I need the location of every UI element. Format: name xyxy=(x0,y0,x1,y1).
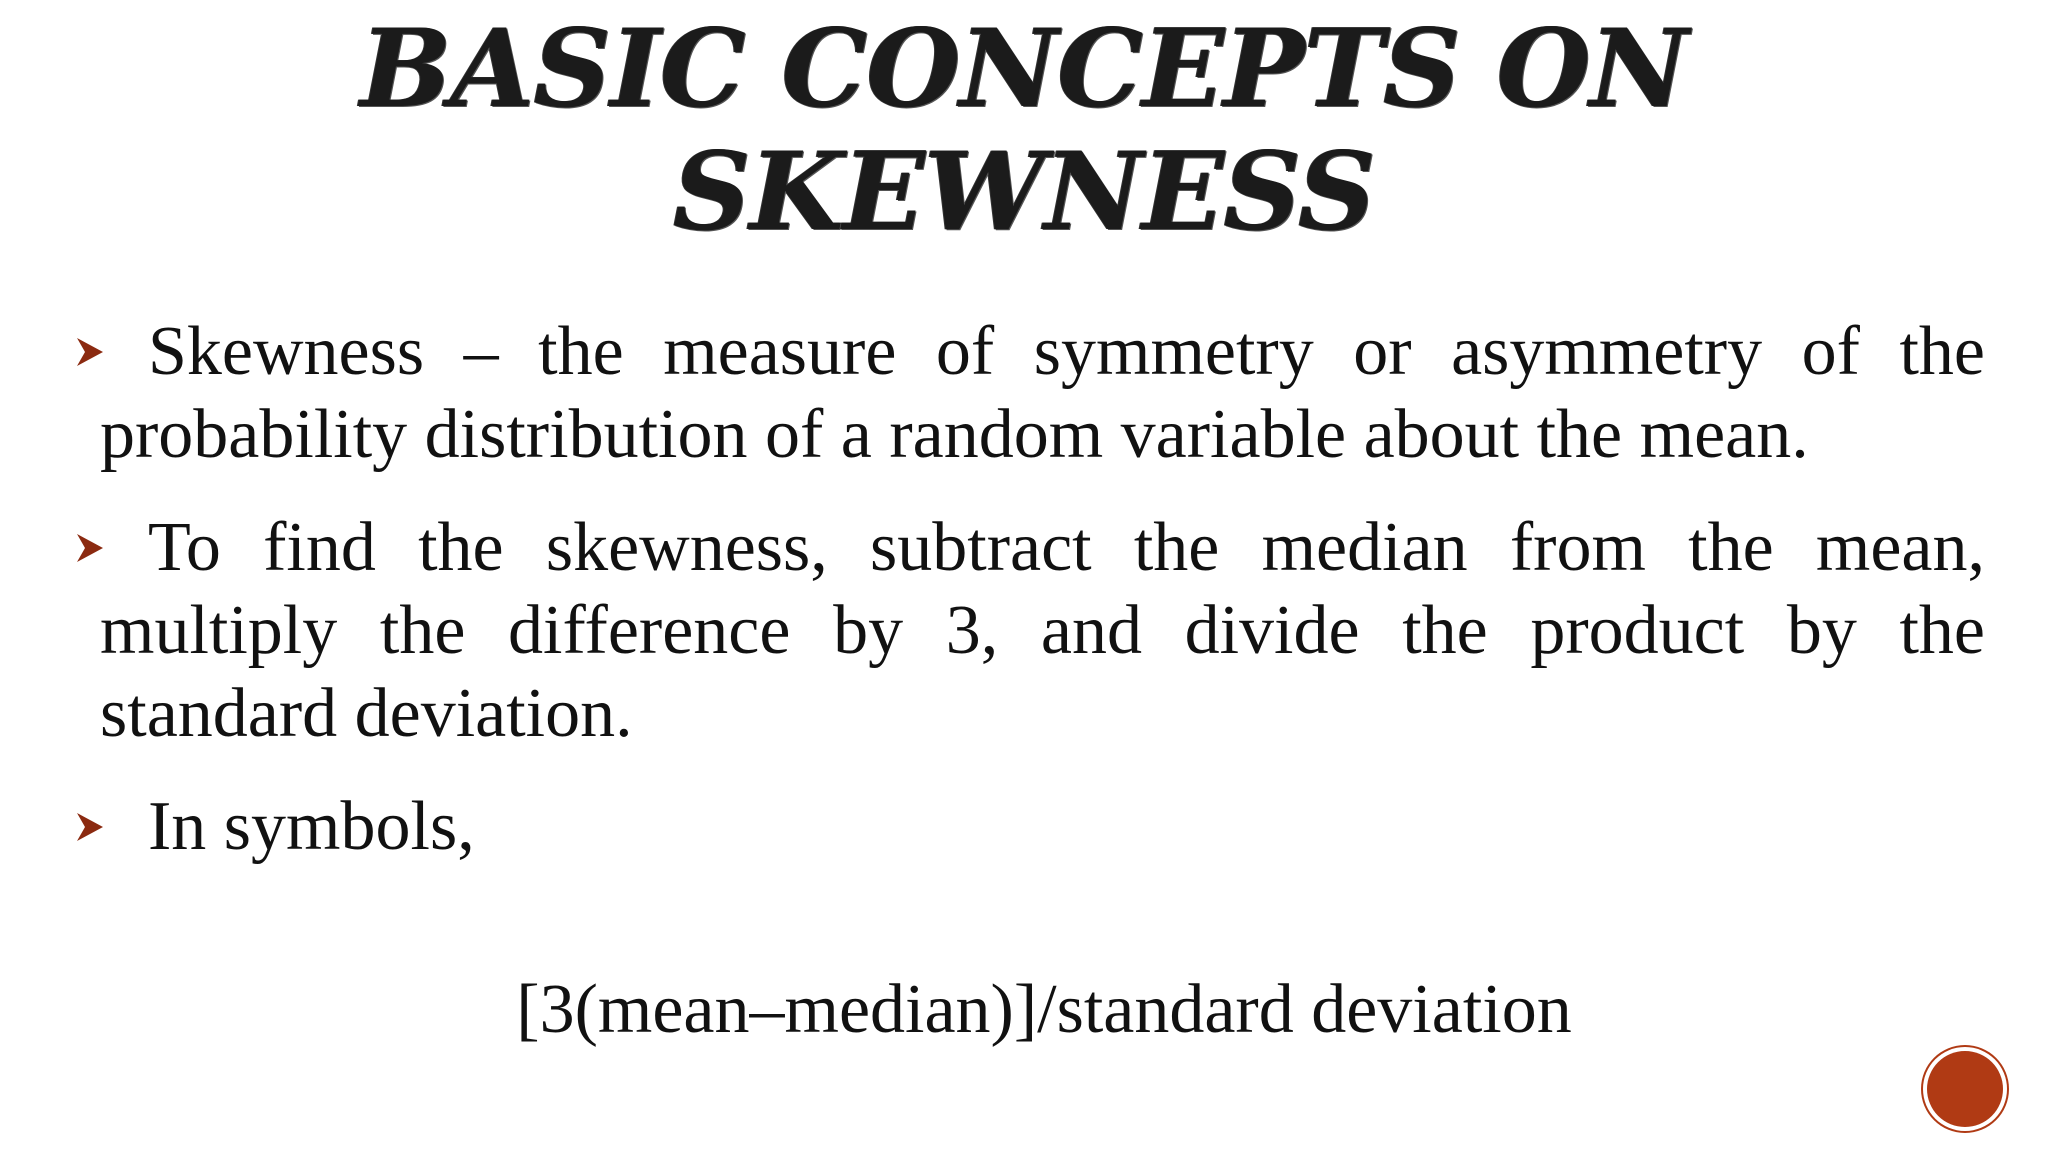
arrow-bullet-icon xyxy=(70,310,110,393)
title-line-1: BASIC CONCEPTS ON xyxy=(360,6,1688,132)
bullet-text: Skewness – the measure of symmetry or asymmetry of the probability distribution of a random variable about the mean. xyxy=(100,313,1985,473)
arrow-bullet-icon xyxy=(70,506,110,589)
circle-nav-icon[interactable] xyxy=(1927,1051,2003,1127)
bullet-item xyxy=(70,785,1985,868)
title-line-2: SKEWNESS xyxy=(672,129,1376,255)
bullet-text: In symbols, xyxy=(148,788,475,865)
arrow-bullet-icon xyxy=(70,785,110,868)
skewness-formula: [3(mean–median)]/standard deviation xyxy=(516,971,1572,1048)
bullet-item xyxy=(70,506,1985,755)
bullet-text: To find the skewness, subtract the median from the mean, multiply the difference by 3, and divide the product by the standard deviation. xyxy=(100,509,1985,752)
slide-body xyxy=(70,310,1985,898)
slide-title xyxy=(0,8,2048,254)
bullet-item xyxy=(70,310,1985,476)
